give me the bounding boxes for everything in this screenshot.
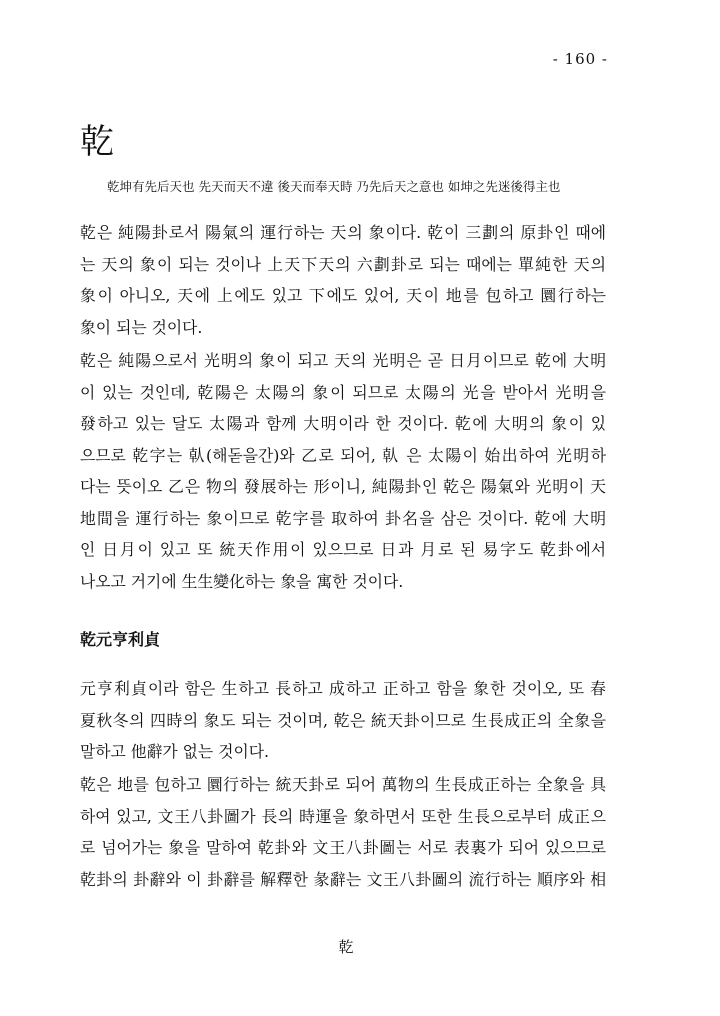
paragraph-4 bbox=[80, 769, 606, 895]
paragraph-line: 地間을 運行하는 象이므로 乾字를 取하여 卦名을 삼은 것이다. 乾에 大明 bbox=[80, 508, 606, 528]
paragraph-line: 乾卦의 卦辭와 이 卦辭를 解釋한 彖辭는 文王八卦圖의 流行하는 順序와 相 bbox=[80, 869, 606, 889]
page-number: - 160 - bbox=[552, 50, 608, 68]
paragraph-line: 乾은 地를 包하고 圜行하는 統天卦로 되어 萬物의 生長成正하는 全象을 具 bbox=[80, 775, 606, 794]
paragraph-2 bbox=[80, 345, 606, 597]
paragraph-3 bbox=[80, 673, 606, 768]
paragraph-line: 이 있는 것인데, 乾陽은 太陽의 象이 되므로 太陽의 光을 받아서 光明을 bbox=[80, 382, 606, 402]
running-footer: 乾 bbox=[338, 938, 354, 956]
paragraph-line: 으므로 乾字는 倝(해돋을간)와 乙로 되어, 倝 은 太陽이 始出하여 光明하 bbox=[80, 445, 606, 465]
section-heading: 乾元亨利貞 bbox=[80, 630, 161, 649]
paragraph-line: 象이 되는 것이다. bbox=[80, 317, 203, 337]
paragraph-line: 로 넘어가는 象을 말하여 乾卦와 文王八卦圖는 서로 表裏가 되어 있으므로 bbox=[80, 838, 606, 857]
paragraph-line: 나오고 거기에 生生變化하는 象을 寓한 것이다. bbox=[80, 571, 404, 591]
paragraph-1 bbox=[80, 217, 606, 343]
paragraph-line: 는 天의 象이 되는 것이나 上天下天의 六劃卦로 되는 때에는 單純한 天의 bbox=[80, 254, 606, 274]
paragraph-line: 하여 있고, 文王八卦圖가 長의 時運을 象하면서 또한 生長으로부터 成正으 bbox=[80, 806, 606, 826]
paragraph-line: 말하고 他辭가 없는 것이다. bbox=[80, 742, 270, 761]
paragraph-line: 乾은 純陽卦로서 陽氣의 運行하는 天의 象이다. 乾이 三劃의 原卦인 때에 bbox=[80, 223, 606, 242]
paragraph-line: 인 日月이 있고 또 統天作用이 있으므로 日과 月로 된 易字도 乾卦에서 bbox=[80, 540, 606, 559]
page-title: 乾 bbox=[80, 122, 114, 162]
paragraph-line: 元亨利貞이라 함은 生하고 長하고 成하고 正하고 함을 象한 것이오, 또 春 bbox=[80, 679, 606, 698]
epigraph: 乾坤有先后天也 先天而天不違 後天而奉天時 乃先后天之意也 如坤之先迷後得主也 bbox=[107, 179, 561, 194]
paragraph-line: 發하고 있는 달도 太陽과 함께 大明이라 한 것이다. 乾에 大明의 象이 있 bbox=[80, 414, 606, 433]
paragraph-line: 乾은 純陽으로서 光明의 象이 되고 天의 光明은 곧 日月이므로 乾에 大明 bbox=[80, 351, 606, 370]
paragraph-line: 夏秋冬의 四時의 象도 되는 것이며, 乾은 統天卦이므로 生長成正의 全象을 bbox=[80, 710, 606, 730]
paragraph-line: 象이 아니오, 天에 上에도 있고 下에도 있어, 天이 地를 包하고 圜行하는 bbox=[80, 286, 606, 305]
paragraph-line: 다는 뜻이오 乙은 物의 發展하는 形이니, 純陽卦인 乾은 陽氣와 光明이 天 bbox=[80, 477, 606, 496]
